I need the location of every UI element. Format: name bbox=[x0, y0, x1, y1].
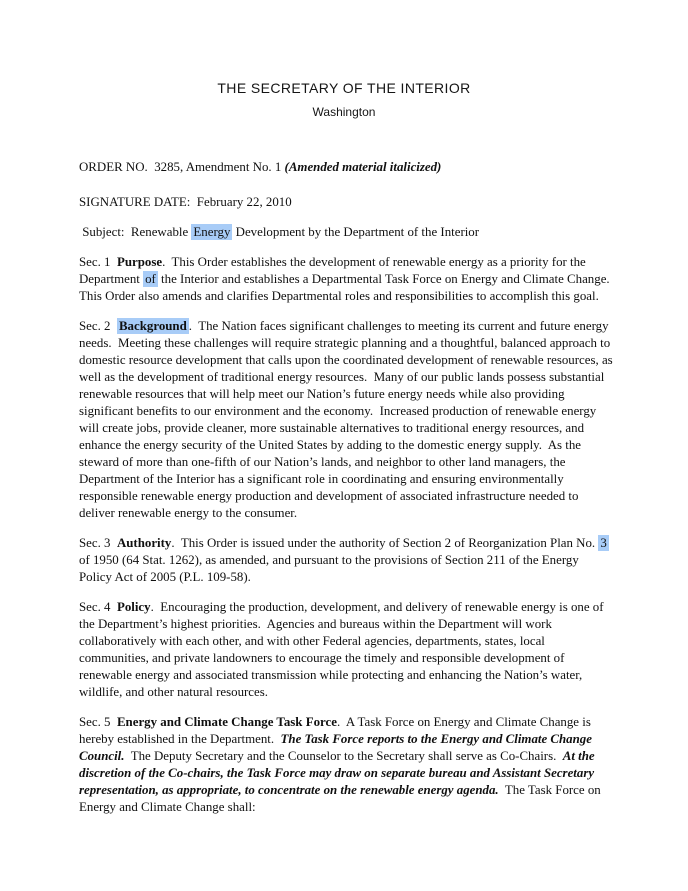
text-run: The Deputy Secretary and the Counselor to the Secretary shall serve as Co-Chairs. bbox=[124, 749, 563, 763]
text-run: Development by the Department of the Interior bbox=[232, 225, 480, 239]
text-run: Sec. 1 bbox=[79, 255, 117, 269]
text-run: SIGNATURE DATE: February 22, 2010 bbox=[79, 195, 292, 209]
section-4-policy bbox=[79, 599, 613, 701]
text-run: Policy bbox=[116, 600, 151, 614]
text-run: Sec. 5 bbox=[79, 715, 117, 729]
text-run: . This Order is issued under the authority of Section 2 of Reorganization Plan No. bbox=[171, 536, 599, 550]
search-highlight: Background bbox=[118, 319, 187, 333]
text-run: The Task Force reports to the Energy and Climate Change Council. bbox=[79, 732, 596, 763]
text-run: Purpose bbox=[116, 255, 163, 269]
search-highlight: of bbox=[145, 272, 156, 286]
search-highlight: Energy bbox=[193, 225, 231, 239]
text-run: Sec. 4 bbox=[79, 600, 117, 614]
document-subtitle: Washington bbox=[312, 105, 376, 119]
text-run: Energy and Climate Change Task Force bbox=[116, 715, 337, 729]
text-run: . The Nation faces significant challenges to meeting its current and future energy needs. Meeting these challenges will require strategic planning and a thoughtful, balanced approach to domestic resource development that calls upon the coordinated development of renewable resources, as well as the development of traditional energy resources. Many of our public lands possess substantial renewable resources that will help meet our Nation’s future energy needs while also providing significant benefits to our environment and the economy. Increased production of renewable energy will create jobs, provide cleaner, more sustainable alternatives to traditional energy resources, and enhance the energy security of the United States by adding to the domestic energy supply. As the steward of more than one-fifth of our Nation’s lands, and neighbor to other land managers, the Department of the Interior has a significant role in coordinating and ensuring environmentally responsible renewable energy production and development of associated infrastructure needed to deliver renewable energy to the consumer. bbox=[79, 319, 616, 520]
search-highlight: 3 bbox=[600, 536, 607, 550]
text-run: At the discretion of the Co-chairs, the Task Force may draw on separate bureau and Assistant Secretary representation, as appropriate, to concentrate on the renewable energy agenda. bbox=[79, 749, 598, 797]
text-run: (Amended material italicized) bbox=[284, 160, 442, 174]
order-number-line bbox=[79, 159, 613, 176]
subject-line bbox=[79, 224, 613, 241]
document-header bbox=[0, 0, 688, 119]
text-run: . A Task Force on Energy and Climate Change is hereby established in the Department. bbox=[79, 715, 595, 746]
signature-date-line bbox=[79, 194, 613, 211]
text-run: The Task Force on Energy and Climate Change shall: bbox=[79, 783, 604, 814]
section-5-task-force bbox=[79, 714, 613, 816]
text-run: ORDER NO. 3285, Amendment No. 1 bbox=[79, 160, 285, 174]
section-1-purpose bbox=[79, 254, 616, 305]
text-run: of 1950 (64 Stat. 1262), as amended, and pursuant to the provisions of Section 211 of the Energy Policy Act of 2005 (P.L. 109-58). bbox=[79, 536, 613, 584]
text-run: . Encouraging the production, development, and delivery of renewable energy is one of the Department’s highest priorities. Agencies and bureaus within the Department will work collaboratively with each other, and with other Federal agencies, departments, states, local communities, and private landowners to encourage the timely and responsible development of renewable energy and associated transmission while protecting and enhancing the Nation’s water, wildlife, and other natural resources. bbox=[79, 600, 607, 699]
section-3-authority bbox=[79, 535, 613, 586]
section-2-background bbox=[79, 318, 616, 522]
text-run: . This Order establishes the development of renewable energy as a priority for the Department bbox=[79, 255, 590, 286]
document-title: THE SECRETARY OF THE INTERIOR bbox=[217, 80, 471, 96]
text-run: Subject: Renewable bbox=[79, 225, 192, 239]
text-run: the Interior and establishes a Departmental Task Force on Energy and Climate Change. This Order also amends and clarifies Departmental roles and responsibilities to accomplish this goal. bbox=[79, 272, 616, 303]
text-run: Authority bbox=[116, 536, 172, 550]
document-body bbox=[79, 159, 616, 816]
text-run: Sec. 2 bbox=[79, 319, 117, 333]
text-run: Sec. 3 bbox=[79, 536, 117, 550]
